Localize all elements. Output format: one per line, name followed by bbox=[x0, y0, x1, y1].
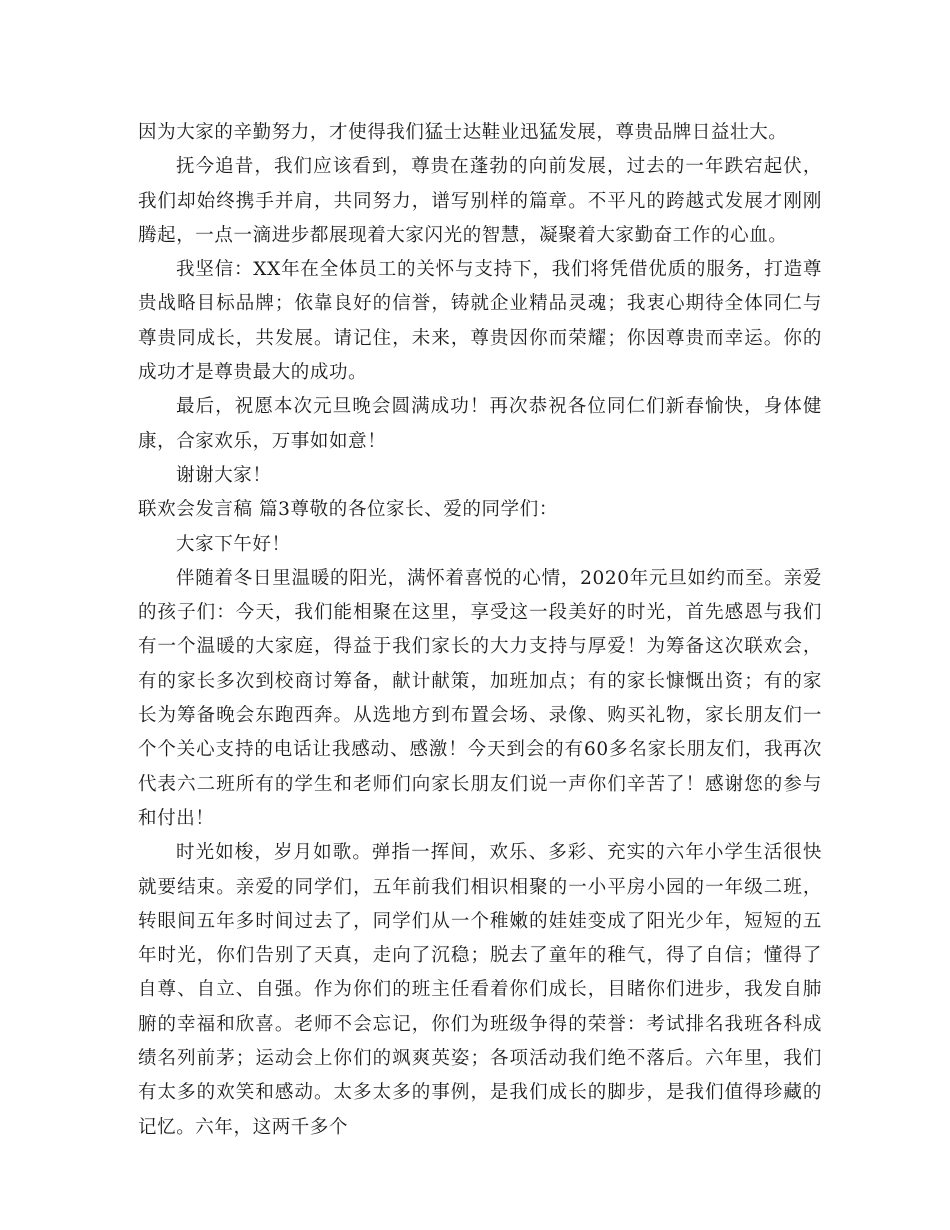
paragraph-8: 伴随着冬日里温暖的阳光，满怀着喜悦的心情，2020年元旦如约而至。亲爱的孩子们：今天，我们能相聚在这里，享受这一段美好的时光，首先感恩与我们有一个温暖的大家庭，得益于我们家长的大力支持与厚爱！为筹备这次联欢会，有的家长多次到校商讨筹备，献计献策，加班加点；有的家长慷慨出资；有的家长为筹备晚会东跑西奔。从选地方到布置会场、录像、购买礼物，家长朋友们一个个关心支持的电话让我感动、感激！今天到会的有60多名家长朋友们，我再次代表六二班所有的学生和老师们向家长朋友们说一声你们辛苦了！感谢您的参与和付出！ bbox=[138, 567, 822, 829]
paragraph-9: 时光如梭，岁月如歌。弹指一挥间，欢乐、多彩、充实的六年小学生活很快就要结束。亲爱的同学们，五年前我们相识相聚的一小平房小园的一年级二班，转眼间五年多时间过去了，同学们从一个稚嫩的娃娃变成了阳光少年，短短的五年时光，你们告别了天真，走向了沉稳；脱去了童年的稚气，得了自信；懂得了自尊、自立、自强。作为你们的班主任看着你们成长，目睹你们进步，我发自肺腑的幸福和欣喜。老师不会忘记，你们为班级争得的荣誉：考试排名我班各科成绩名列前茅；运动会上你们的飒爽英姿；各项活动我们绝不落后。六年里，我们有太多的欢笑和感动。太多太多的事例，是我们成长的脚步，是我们值得珍藏的记忆。六年，这两千多个 bbox=[138, 842, 822, 1138]
paragraph-3: 我坚信：XX年在全体员工的关怀与支持下，我们将凭借优质的服务，打造尊贵战略目标品牌；依靠良好的信誉，铸就企业精品灵魂；我衷心期待全体同仁与尊贵同成长，共发展。请记住，未来，尊贵因你而荣耀；你因尊贵而幸运。你的成功才是尊贵最大的成功。 bbox=[138, 259, 822, 384]
paragraph-1: 因为大家的辛勤努力，才使得我们猛士达鞋业迅猛发展，尊贵品牌日益壮大。 bbox=[138, 122, 788, 143]
paragraph-5: 谢谢大家！ bbox=[176, 464, 272, 486]
section-heading: 联欢会发言稿 篇3尊敬的各位家长、爱的同学们： bbox=[138, 499, 558, 521]
paragraph-2: 抚今追昔，我们应该看到，尊贵在蓬勃的向前发展，过去的一年跌宕起伏，我们却始终携手并肩，共同努力，谱写别样的篇章。不平凡的跨越式发展才刚刚腾起，一点一滴进步都展现着大家闪光的智慧，凝聚着大家勤奋工作的心血。 bbox=[138, 156, 822, 246]
paragraph-4: 最后，祝愿本次元旦晚会圆满成功！再次恭祝各位同仁们新春愉快，身体健康，合家欢乐，万事如如意！ bbox=[138, 396, 822, 452]
paragraph-greeting: 大家下午好！ bbox=[176, 533, 291, 555]
document-page bbox=[138, 116, 822, 1145]
